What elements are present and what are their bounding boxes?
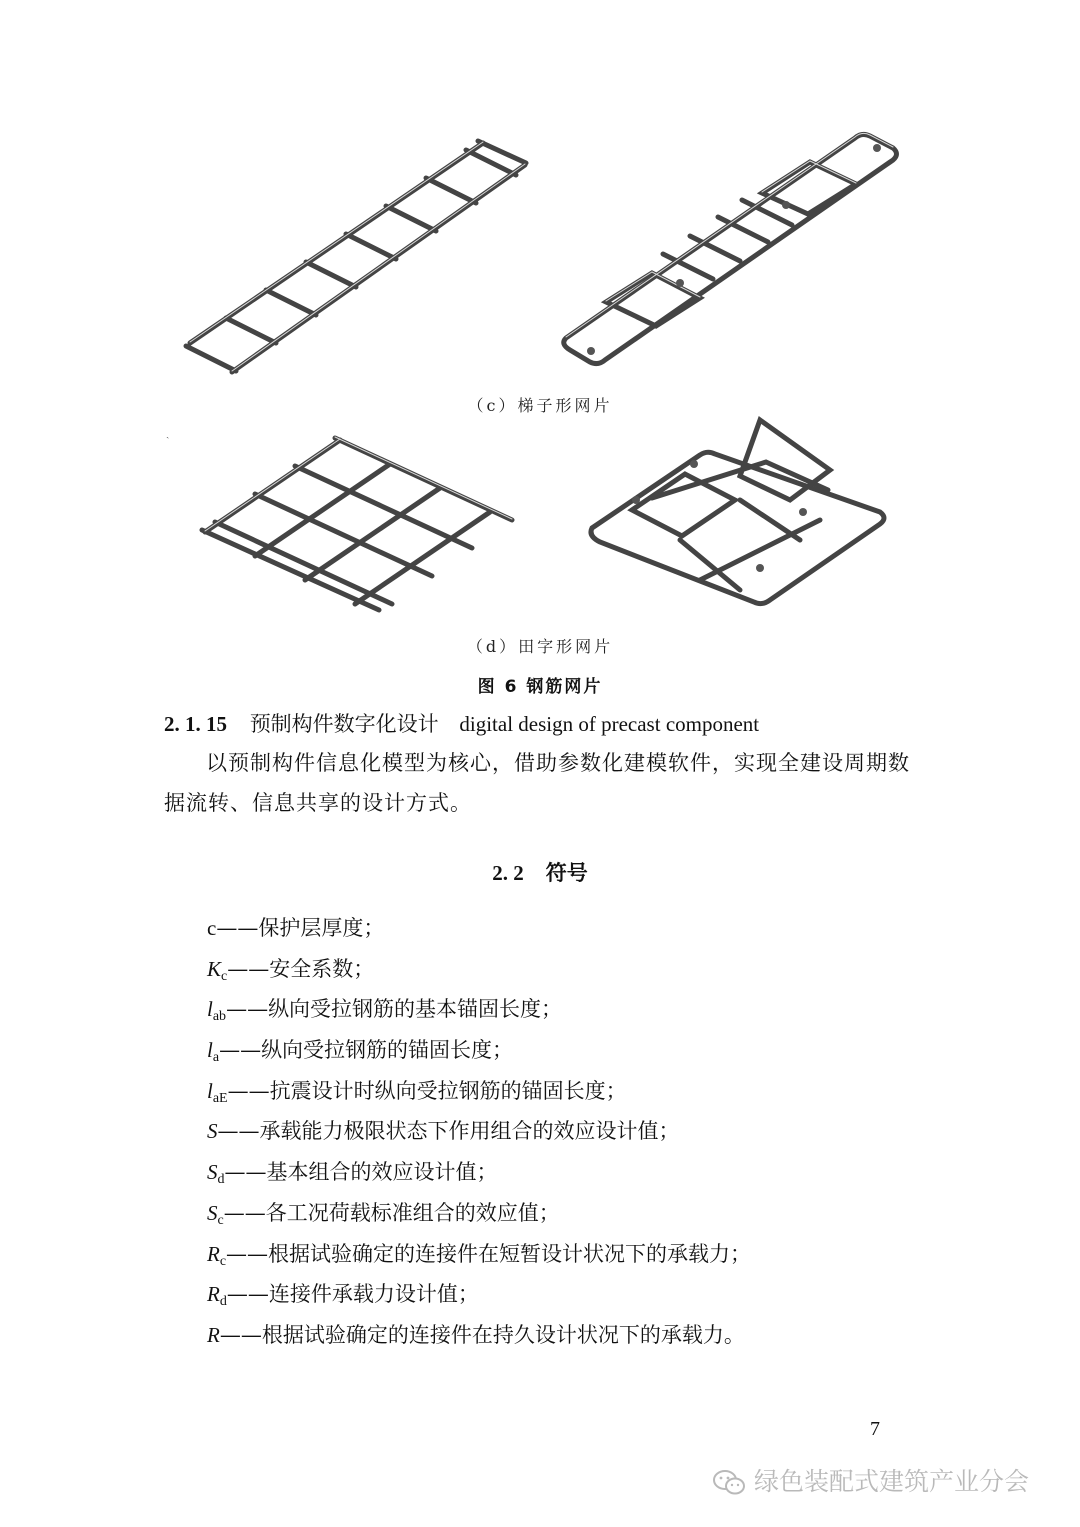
- section-heading: [0, 857, 1080, 887]
- symbol-item: [207, 1319, 751, 1360]
- symbol-subscript: ab: [212, 1009, 227, 1025]
- symbol-description: ——安全系数；: [227, 956, 375, 981]
- symbol-subscript: c: [217, 1212, 224, 1228]
- symbol: R: [207, 1322, 220, 1347]
- symbol-description: ——承载能力极限状态下作用组合的效应设计值；: [217, 1119, 680, 1144]
- section-title: 符号: [545, 860, 588, 885]
- symbol-subscript: c: [221, 968, 228, 984]
- symbol-description: ——抗震设计时纵向受拉钢筋的锚固长度；: [227, 1078, 627, 1103]
- watermark-text: 绿色装配式建筑产业分会: [754, 1467, 1030, 1496]
- symbol: S: [207, 1160, 218, 1185]
- figure-caption-d: （d）田字形网片: [466, 637, 614, 656]
- symbol-description: ——保护层厚度；: [216, 916, 385, 940]
- grid-mesh-simple: [202, 437, 512, 610]
- symbol-item: [207, 953, 751, 994]
- clause-title-cn: 预制构件数字化设计: [249, 712, 439, 736]
- symbol-list: [207, 912, 751, 1360]
- symbol-subscript: c: [219, 1253, 227, 1269]
- ladder-mesh-simple: [186, 141, 526, 372]
- symbol-item: [207, 1034, 751, 1075]
- symbol-item: [207, 1238, 751, 1279]
- symbol-description: ——各工况荷载标准组合的效应值；: [223, 1200, 560, 1225]
- symbol: R: [207, 1241, 220, 1266]
- clause-title-en: digital design of precast component: [459, 712, 760, 736]
- symbol-item: [207, 1156, 751, 1197]
- symbol-subscript: d: [219, 1294, 227, 1310]
- symbol-subscript: aE: [212, 1090, 228, 1106]
- page-number: 7: [870, 1418, 880, 1440]
- symbol: c: [207, 916, 217, 940]
- symbol-description: ——纵向受拉钢筋的基本锚固长度；: [226, 997, 563, 1022]
- symbol-description: ——基本组合的效应设计值；: [224, 1160, 498, 1185]
- symbol: K: [207, 956, 222, 981]
- wechat-icon: [712, 1469, 746, 1497]
- figure-title: 图 6 钢筋网片: [477, 677, 603, 697]
- section-number: 2. 2: [492, 861, 524, 885]
- symbol-description: ——纵向受拉钢筋的锚固长度；: [219, 1038, 514, 1063]
- watermark: [712, 1462, 1029, 1498]
- symbol-item: [207, 912, 751, 953]
- symbol: l: [207, 997, 213, 1022]
- clause-heading: [164, 708, 759, 738]
- symbol-item: [207, 1075, 751, 1116]
- symbol-description: ——连接件承载力设计值；: [226, 1282, 479, 1307]
- symbol-item: [207, 993, 751, 1034]
- rebar-mesh-figures: [0, 0, 1080, 680]
- symbol: S: [207, 1200, 218, 1225]
- ladder-mesh-framed: [564, 133, 897, 363]
- symbol: R: [207, 1282, 220, 1307]
- figure-caption-c: （c）梯子形网片: [467, 396, 613, 415]
- symbol-subscript: d: [217, 1172, 225, 1188]
- symbol-item: [207, 1197, 751, 1238]
- symbol: l: [207, 1078, 213, 1103]
- grid-mesh-framed: [591, 420, 884, 604]
- symbol-item: [207, 1278, 751, 1319]
- symbol-description: ——根据试验确定的连接件在短暂设计状况下的承载力；: [226, 1241, 752, 1266]
- symbol-description: ——根据试验确定的连接件在持久设计状况下的承载力。: [219, 1322, 745, 1347]
- symbol-item: [207, 1115, 751, 1156]
- symbol-subscript: a: [212, 1050, 220, 1066]
- scan-mark: ˎ: [166, 428, 170, 439]
- clause-number: 2. 1. 15: [164, 712, 227, 736]
- symbol: S: [207, 1119, 218, 1144]
- clause-body: 以预制构件信息化模型为核心，借助参数化建模软件，实现全建设周期数据流转、信息共享的设计方式。: [164, 751, 910, 815]
- symbol: l: [207, 1038, 213, 1063]
